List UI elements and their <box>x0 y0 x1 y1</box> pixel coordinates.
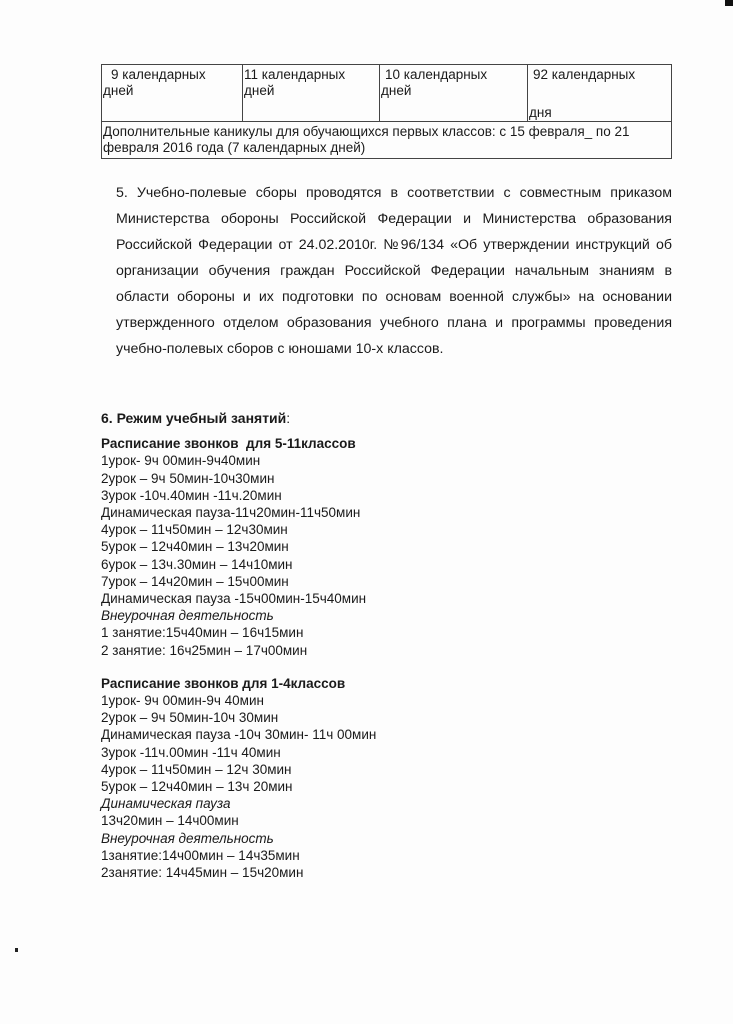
extracurricular-title: Внеурочная деятельность <box>101 830 274 846</box>
schedule-line: 7урок – 14ч20мин – 15ч00мин <box>101 573 289 589</box>
schedule-line: 1урок- 9ч 00мин-9ч 40мин <box>101 693 264 709</box>
schedule-line: Динамическая пауза -15ч00мин-15ч40мин <box>101 591 367 607</box>
cell-text: 11 календарных <box>244 67 346 82</box>
schedule-line: 3урок -10ч.40мин -11ч.20мин <box>101 487 282 503</box>
scan-speck <box>15 948 18 952</box>
schedule-line: 2урок – 9ч 50мин-10ч 30мин <box>101 710 279 726</box>
cell-text: 10 календарных <box>385 67 488 82</box>
table-row <box>102 122 672 159</box>
heading-colon: : <box>286 410 291 426</box>
cell-text: дней <box>244 83 275 98</box>
table-cell <box>243 65 380 122</box>
schedule-line: 4урок – 11ч50мин – 12ч30мин <box>101 522 288 538</box>
schedule-1-4-lines <box>101 692 501 881</box>
schedule-line: 13ч20мин – 14ч00мин <box>101 813 239 829</box>
schedule-line: 2урок – 9ч 50мин-10ч30мин <box>101 470 275 486</box>
heading-text: 6. Режим учебный занятий <box>101 410 287 426</box>
schedule-5-11-title: Расписание звонков для 5-11классов <box>101 436 356 452</box>
cell-text: дня <box>529 105 552 120</box>
schedule-line: 1 занятие:15ч40мин – 16ч15мин <box>101 625 304 641</box>
table-cell <box>102 65 243 122</box>
schedule-1-4-title: Расписание звонков для 1-4классов <box>101 675 346 691</box>
section-6-heading <box>101 410 501 427</box>
scan-corner-mark <box>725 0 733 6</box>
schedule-line: 3урок -11ч.00мин -11ч 40мин <box>101 744 281 760</box>
schedule-line: 5урок – 12ч40мин – 13ч20мин <box>101 539 289 555</box>
table-cell <box>380 65 528 122</box>
cell-text: 9 календарных <box>111 67 206 82</box>
cell-text: дней <box>381 83 412 98</box>
schedule-line: Динамическая пауза -10ч 30мин- 11ч 00мин <box>101 727 377 743</box>
dynamic-pause-title: Динамическая пауза <box>101 796 231 812</box>
schedule-line: Динамическая пауза-11ч20мин-11ч50мин <box>101 505 361 521</box>
schedule-line: 4урок – 11ч50мин – 12ч 30мин <box>101 761 292 777</box>
cell-text: 92 календарных <box>533 67 636 82</box>
table-row <box>102 65 672 122</box>
schedule-line: 2 занятие: 16ч25мин – 17ч00мин <box>101 642 308 658</box>
extra-vacation-note: Дополнительные каникулы для обучающихся первых классов: с 15 февраля_ по 21 февраля 2016 года (7 календарных дней) <box>102 122 672 159</box>
schedule-line: 1занятие:14ч00мин – 14ч35мин <box>101 847 300 863</box>
extracurricular-title: Внеурочная деятельность <box>101 608 274 624</box>
schedule-line: 2занятие: 14ч45мин – 15ч20мин <box>101 865 304 881</box>
section-6 <box>101 410 501 881</box>
schedule-line: 1урок- 9ч 00мин-9ч40мин <box>101 453 261 469</box>
section-5-paragraph: 5. Учебно-полевые сборы проводятся в соответствии с совместным приказом Министерства обороны Российской Федерации и Министерства образования Российской Федерации от 24.02.2010г. №96/134 «Об утверждении инструкций об организации обучения граждан Российской Федерации начальным знаниям в области обороны и их подготовки по основам военной службы» на основании утвержденного отделом образования учебного плана и программы проведения учебно-полевых сборов с юношами 10-х классов. <box>116 185 672 357</box>
schedule-5-11-lines <box>101 452 501 658</box>
schedule-line: 5урок – 12ч40мин – 13ч 20мин <box>101 779 293 795</box>
vacation-table <box>101 64 672 159</box>
table-cell <box>528 65 672 122</box>
schedule-line: 6урок – 13ч.30мин – 14ч10мин <box>101 556 293 572</box>
cell-text: дней <box>103 83 134 98</box>
